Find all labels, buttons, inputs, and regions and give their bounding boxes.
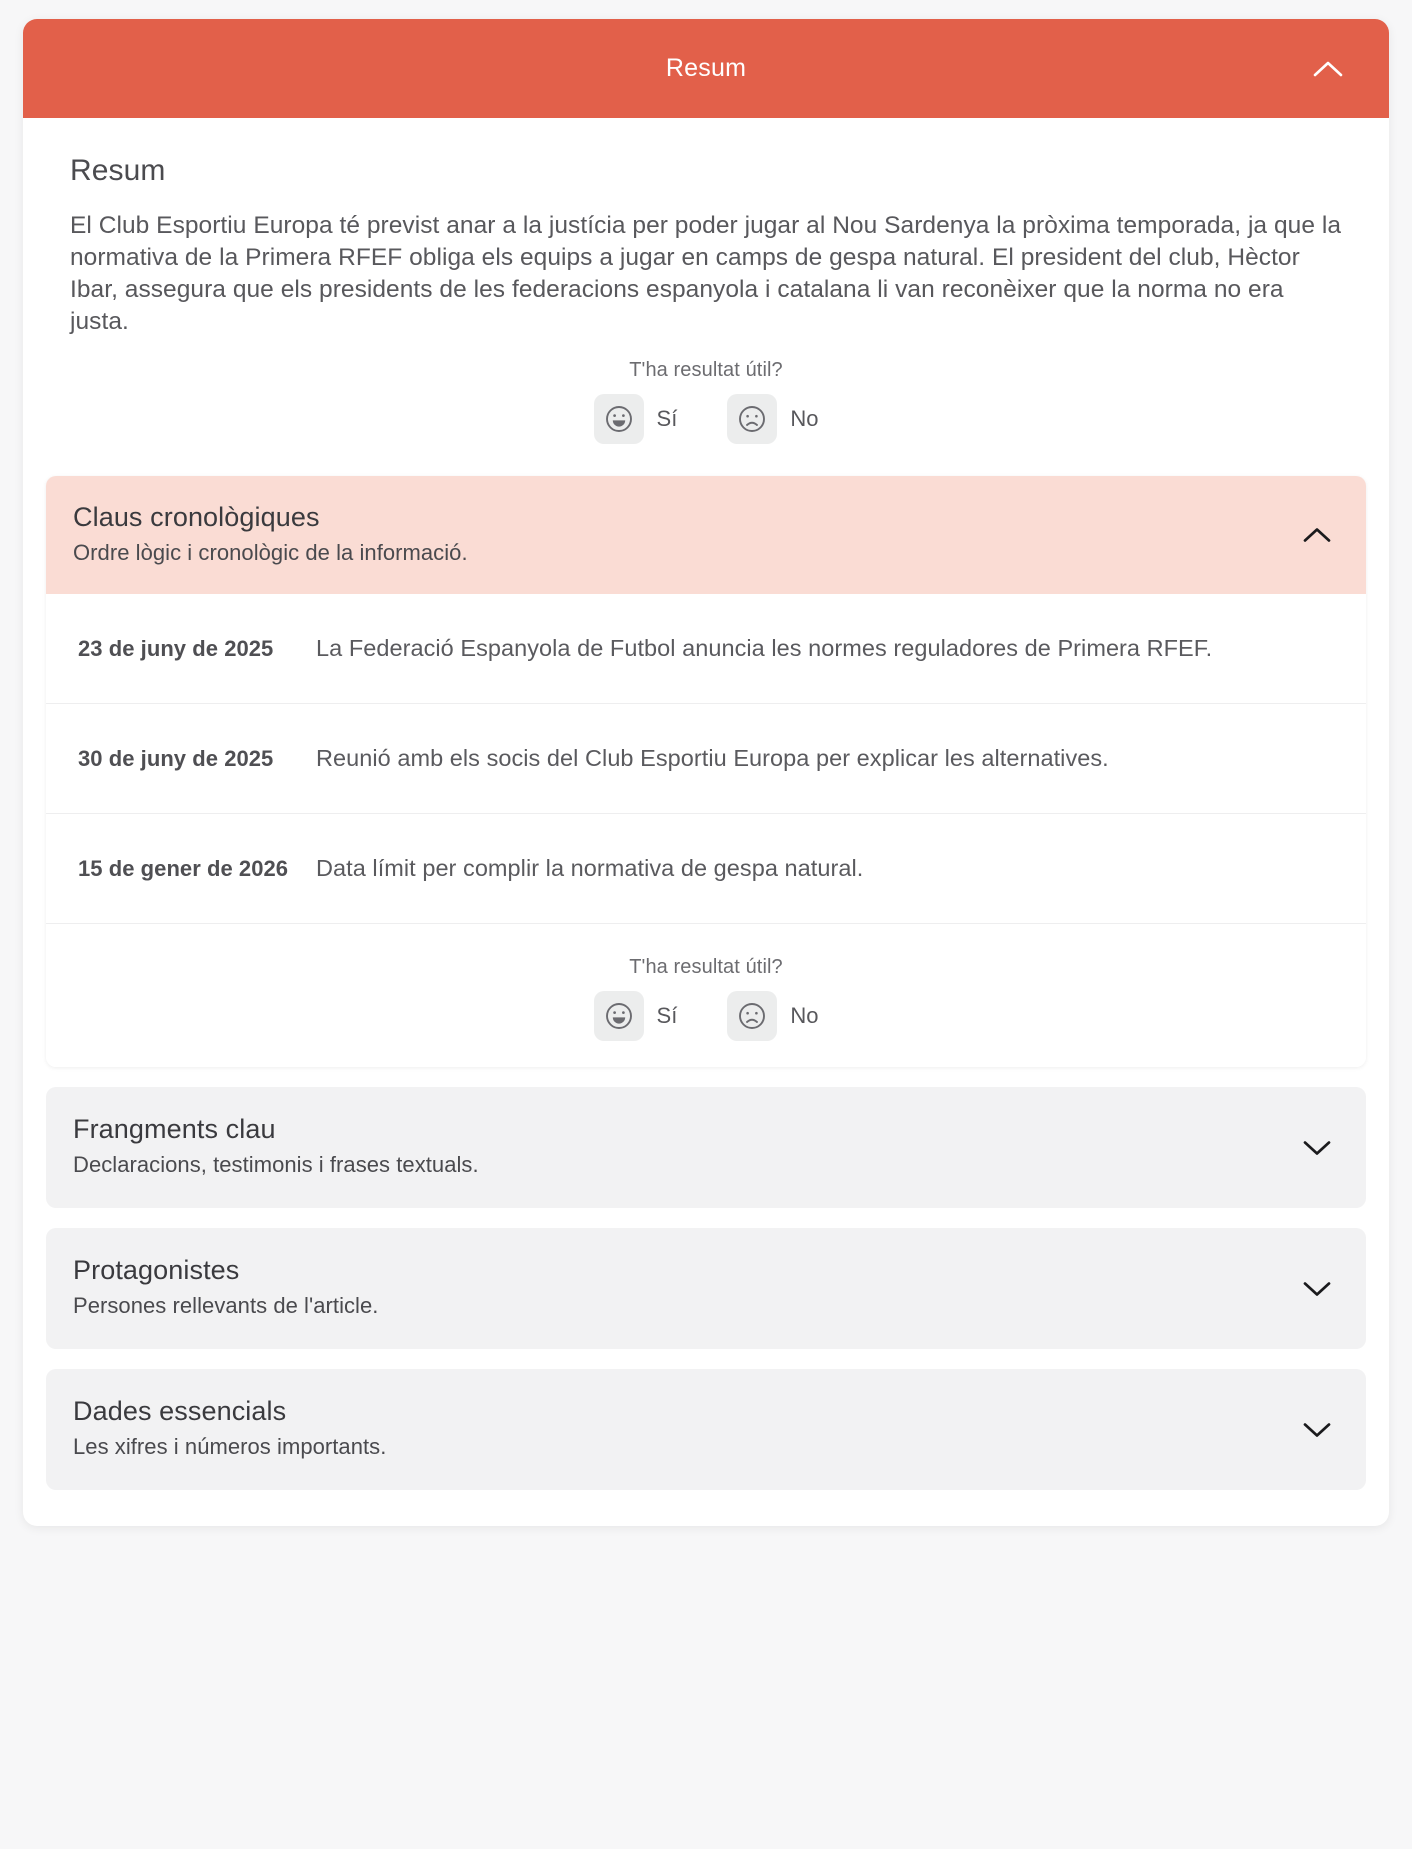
timeline-description: La Federació Espanyola de Futbol anuncia les normes reguladores de Primera RFEF. bbox=[316, 635, 1213, 662]
frowny-face-icon[interactable] bbox=[727, 991, 777, 1041]
feedback-question: T'ha resultat útil? bbox=[629, 956, 783, 979]
smiley-face-icon[interactable] bbox=[594, 394, 644, 444]
table-row bbox=[46, 704, 1366, 814]
section-subtitle: Ordre lògic i cronològic de la informació. bbox=[73, 540, 468, 566]
section-subtitle: Persones rellevants de l'article. bbox=[73, 1293, 379, 1319]
section-claus-cronologiques bbox=[46, 476, 1366, 1067]
chevron-down-icon[interactable] bbox=[1303, 1280, 1331, 1297]
frowny-face-icon[interactable] bbox=[727, 394, 777, 444]
feedback-options bbox=[594, 394, 819, 444]
section-subtitle: Declaracions, testimonis i frases textuals. bbox=[73, 1152, 479, 1178]
section-title: Protagonistes bbox=[73, 1255, 240, 1286]
chevron-up-icon[interactable] bbox=[1313, 60, 1343, 78]
widget-bottom-padding bbox=[23, 1490, 1389, 1526]
section-protagonistes[interactable] bbox=[46, 1228, 1366, 1349]
feedback-yes-label: Sí bbox=[656, 1003, 678, 1029]
section-title: Claus cronològiques bbox=[73, 502, 320, 533]
summary-section bbox=[23, 118, 1389, 460]
feedback-yes-button[interactable] bbox=[594, 394, 678, 444]
table-row bbox=[46, 594, 1366, 704]
timeline-description: Reunió amb els socis del Club Esportiu Europa per explicar les alternatives. bbox=[316, 745, 1109, 772]
section-dades-essencials[interactable] bbox=[46, 1369, 1366, 1490]
widget-header-title: Resum bbox=[665, 54, 747, 82]
timeline-date: 23 de juny de 2025 bbox=[78, 636, 274, 662]
chevron-down-icon[interactable] bbox=[1303, 1139, 1331, 1156]
timeline-date: 15 de gener de 2026 bbox=[78, 856, 289, 882]
timeline-date: 30 de juny de 2025 bbox=[78, 746, 274, 772]
chevron-down-icon[interactable] bbox=[1303, 1421, 1331, 1438]
summary-widget bbox=[23, 19, 1389, 1526]
summary-body-text: El Club Esportiu Europa té previst anar a la justícia per poder jugar al Nou Sardenya la pròxima temporada, ja que la normativa de la Primera RFEF obliga els equips a jugar en camps de gespa natural. El president del club, Hèctor Ibar, assegura que els presidents de les federacions espanyola i catalana li van reconèixer que la norma no era justa. bbox=[70, 212, 1342, 335]
feedback-options bbox=[594, 991, 819, 1041]
section-frangments-clau[interactable] bbox=[46, 1087, 1366, 1208]
feedback-question: T'ha resultat útil? bbox=[629, 359, 783, 382]
smiley-face-icon[interactable] bbox=[594, 991, 644, 1041]
section-subtitle: Les xifres i números importants. bbox=[73, 1434, 387, 1460]
section-title: Frangments clau bbox=[73, 1114, 276, 1145]
section-title: Dades essencials bbox=[73, 1396, 287, 1427]
summary-title: Resum bbox=[70, 154, 166, 187]
feedback-no-label: No bbox=[790, 406, 819, 432]
feedback-no-button[interactable] bbox=[727, 394, 818, 444]
summary-feedback bbox=[70, 359, 1342, 460]
section-feedback bbox=[46, 924, 1366, 1067]
widget-header-bar[interactable] bbox=[23, 19, 1389, 118]
section-header-claus-cronologiques[interactable] bbox=[46, 476, 1366, 594]
feedback-yes-button[interactable] bbox=[594, 991, 678, 1041]
chevron-up-icon[interactable] bbox=[1303, 527, 1331, 544]
feedback-no-button[interactable] bbox=[727, 991, 818, 1041]
timeline-description: Data límit per complir la normativa de gespa natural. bbox=[316, 855, 864, 882]
timeline-list bbox=[46, 594, 1366, 924]
feedback-no-label: No bbox=[790, 1003, 819, 1029]
feedback-yes-label: Sí bbox=[656, 406, 678, 432]
table-row bbox=[46, 814, 1366, 924]
